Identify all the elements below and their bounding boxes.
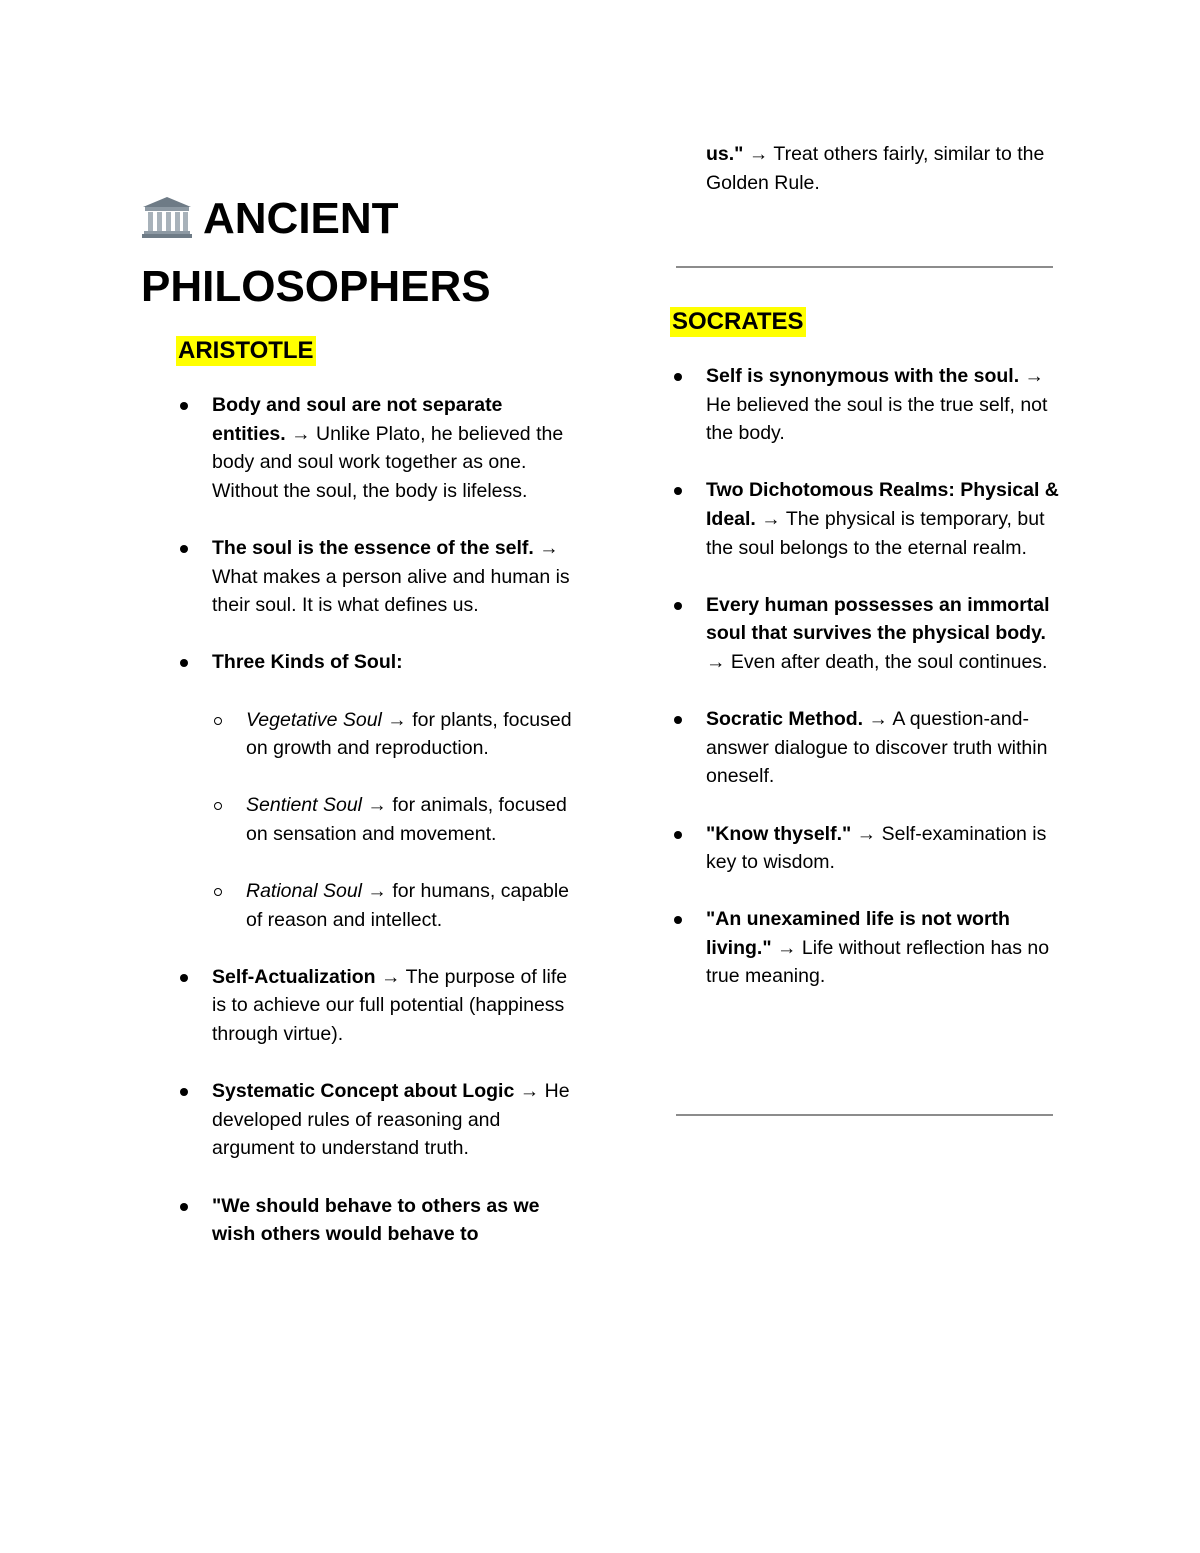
- section-divider: [676, 1114, 1053, 1116]
- soul-sublist: [212, 706, 576, 935]
- list-item: "Know thyself." → Self-examination is key to wisdom.: [670, 820, 1062, 877]
- list-item: Rational Soul → for humans, capable of reason and intellect.: [176, 877, 576, 934]
- list-item: Systematic Concept about Logic → He developed rules of reasoning and argument to understand truth.: [176, 1077, 576, 1163]
- list-item: Self is synonymous with the soul. → He believed the soul is the true self, not the body.: [670, 362, 1062, 448]
- list-item: Every human possesses an immortal soul that survives the physical body. → Even after death, the soul continues.: [670, 591, 1062, 677]
- list-item: Sentient Soul → for animals, focused on sensation and movement.: [176, 791, 576, 848]
- list-item: Body and soul are not separate entities. → Unlike Plato, he believed the body and soul work together as one. Without the soul, the body is lifeless.: [176, 391, 576, 505]
- continuation-text: us." → Treat others fairly, similar to the Golden Rule.: [706, 143, 1045, 194]
- section-divider: [676, 266, 1053, 268]
- list-item: Two Dichotomous Realms: Physical & Ideal. → The physical is temporary, but the soul belongs to the eternal realm.: [670, 476, 1062, 562]
- list-item: The soul is the essence of the self. → What makes a person alive and human is their soul. It is what defines us.: [176, 534, 576, 620]
- socrates-list: [670, 362, 1062, 1020]
- classical-building-icon: [141, 194, 193, 256]
- page-title: ANCIENT PHILOSOPHERS: [141, 194, 491, 311]
- list-item: "We should behave to others as we wish others would behave to: [176, 1192, 576, 1249]
- socrates-heading: SOCRATES: [672, 308, 804, 335]
- aristotle-heading: ARISTOTLE: [178, 337, 314, 364]
- list-item: Socratic Method. → A question-and-answer dialogue to discover truth within oneself.: [670, 705, 1062, 791]
- list-item: Three Kinds of Soul: Vegetative Soul → for plants, focused on growth and reproduction. Sentient Soul → for animals, focused on sensation and movement. Rational Soul → for humans, capable of reason and intellect.: [176, 648, 576, 934]
- list-item: "An unexamined life is not worth living." → Life without reflection has no true meaning.: [670, 905, 1062, 991]
- list-item: Vegetative Soul → for plants, focused on growth and reproduction.: [176, 706, 576, 763]
- list-item: Self-Actualization → The purpose of life is to achieve our full potential (happiness through virtue).: [176, 963, 576, 1049]
- aristotle-list: [176, 391, 576, 1277]
